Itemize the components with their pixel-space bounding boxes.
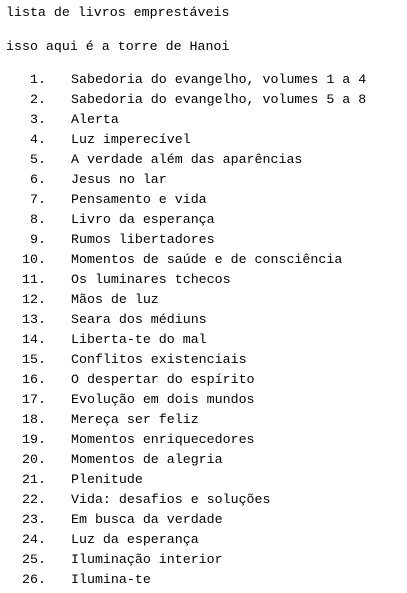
list-item-number: 11. xyxy=(22,272,46,287)
list-item-title: Momentos de alegria xyxy=(71,452,223,467)
list-item-title: Sabedoria do evangelho, volumes 1 a 4 xyxy=(71,72,367,87)
list-item-title: Ilumina-te xyxy=(71,572,151,587)
list-item-number: 5. xyxy=(30,152,46,167)
list-item-title: Liberta-te do mal xyxy=(71,332,207,347)
list-item xyxy=(0,452,407,472)
list-item xyxy=(0,472,407,492)
list-item-number: 8. xyxy=(30,212,46,227)
list-item-title: Conflitos existenciais xyxy=(71,352,247,367)
list-item-number: 3. xyxy=(30,112,46,127)
list-item-title: A verdade além das aparências xyxy=(71,152,303,167)
list-item-title: Vida: desafios e soluções xyxy=(71,492,271,507)
list-item xyxy=(0,312,407,332)
list-item-title: Plenitude xyxy=(71,472,143,487)
list-item xyxy=(0,232,407,252)
list-item xyxy=(0,492,407,512)
list-item xyxy=(0,512,407,532)
list-item-title: Momentos enriquecedores xyxy=(71,432,255,447)
list-item-title: Livro da esperança xyxy=(71,212,215,227)
list-item-number: 26. xyxy=(22,572,46,587)
list-item-title: Sabedoria do evangelho, volumes 5 a 8 xyxy=(71,92,367,107)
list-item xyxy=(0,292,407,312)
list-item xyxy=(0,352,407,372)
list-item-number: 25. xyxy=(22,552,46,567)
list-item-number: 21. xyxy=(22,472,46,487)
list-item-title: Rumos libertadores xyxy=(71,232,215,247)
list-item-title: Momentos de saúde e de consciência xyxy=(71,252,343,267)
list-item xyxy=(0,72,407,92)
list-item xyxy=(0,132,407,152)
list-item xyxy=(0,272,407,292)
list-item-number: 14. xyxy=(22,332,46,347)
list-item xyxy=(0,252,407,272)
list-item-number: 19. xyxy=(22,432,46,447)
list-item xyxy=(0,172,407,192)
list-item-number: 22. xyxy=(22,492,46,507)
list-item xyxy=(0,432,407,452)
list-item-title: Jesus no lar xyxy=(71,172,167,187)
list-item-title: Mãos de luz xyxy=(71,292,159,307)
list-item-title: Evolução em dois mundos xyxy=(71,392,255,407)
list-item xyxy=(0,392,407,412)
list-item-title: Alerta xyxy=(71,112,119,127)
list-item-number: 2. xyxy=(30,92,46,107)
list-item-title: Luz da esperança xyxy=(71,532,199,547)
list-item-number: 6. xyxy=(30,172,46,187)
list-item xyxy=(0,552,407,572)
list-item-number: 18. xyxy=(22,412,46,427)
list-item-number: 4. xyxy=(30,132,46,147)
list-item-number: 7. xyxy=(30,192,46,207)
list-item-number: 12. xyxy=(22,292,46,307)
list-item-title: O despertar do espírito xyxy=(71,372,255,387)
list-item-number: 9. xyxy=(30,232,46,247)
list-item-number: 16. xyxy=(22,372,46,387)
list-item-title: Luz imperecível xyxy=(71,132,191,147)
list-item xyxy=(0,332,407,352)
list-item xyxy=(0,372,407,392)
page-subtitle: isso aqui é a torre de Hanoi xyxy=(6,39,230,54)
list-item xyxy=(0,92,407,112)
list-item xyxy=(0,532,407,552)
list-item xyxy=(0,212,407,232)
page-title: lista de livros emprestáveis xyxy=(6,5,230,20)
list-item-title: Iluminação interior xyxy=(71,552,223,567)
book-list xyxy=(0,72,407,592)
list-item-number: 1. xyxy=(30,72,46,87)
list-item xyxy=(0,412,407,432)
list-item-title: Pensamento e vida xyxy=(71,192,207,207)
list-item xyxy=(0,192,407,212)
list-item-title: Em busca da verdade xyxy=(71,512,223,527)
list-item-number: 13. xyxy=(22,312,46,327)
list-item-title: Os luminares tchecos xyxy=(71,272,231,287)
list-item-number: 23. xyxy=(22,512,46,527)
list-item-title: Mereça ser feliz xyxy=(71,412,199,427)
list-item-number: 24. xyxy=(22,532,46,547)
list-item xyxy=(0,112,407,132)
list-item xyxy=(0,152,407,172)
list-item-title: Seara dos médiuns xyxy=(71,312,207,327)
list-item xyxy=(0,572,407,592)
list-item-number: 20. xyxy=(22,452,46,467)
list-item-number: 17. xyxy=(22,392,46,407)
list-item-number: 10. xyxy=(22,252,46,267)
list-item-number: 15. xyxy=(22,352,46,367)
